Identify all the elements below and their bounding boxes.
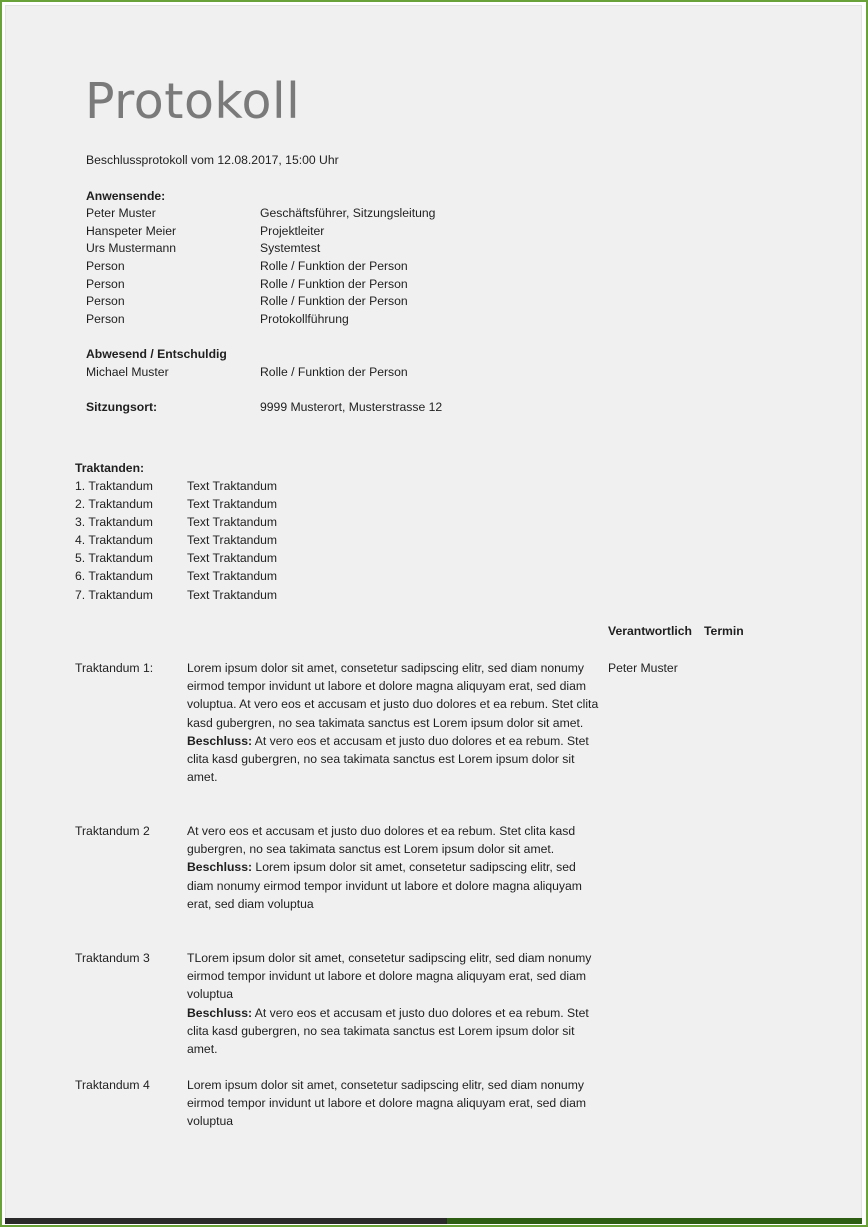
agenda-item-number: 3. Traktandum [75,515,153,529]
detail-label: Traktandum 1: [75,661,154,675]
agenda-item-text: Text Traktandum [187,588,278,602]
decision-label: Beschluss: [187,1005,253,1020]
absent-heading: Abwesend / Entschuldig [86,347,227,361]
present-role: Rolle / Funktion der Person [260,259,408,273]
agenda-item-number: 2. Traktandum [75,497,153,511]
present-name: Person [86,259,125,273]
detail-body [187,949,599,1058]
detail-responsible: Peter Muster [608,661,678,675]
location-value: 9999 Musterort, Musterstrasse 12 [260,400,443,414]
detail-text: TLorem ipsum dolor sit amet, consetetur sadipscing elitr, sed diam nonumy eirmod tempor invidunt ut labore et dolore magna aliquyam erat, sed diam voluptua [187,951,592,1002]
agenda-item-text: Text Traktandum [187,533,278,547]
present-role: Rolle / Funktion der Person [260,294,408,308]
present-role: Projektleiter [260,224,325,238]
page-title: Protokoll [85,73,301,130]
column-header-date: Termin [704,624,744,638]
agenda-item-text: Text Traktandum [187,479,278,493]
detail-text: At vero eos et accusam et justo duo dolores et ea rebum. Stet clita kasd gubergren, no sea takimata sanctus est Lorem ipsum dolor sit amet. [187,824,576,857]
detail-label: Traktandum 3 [75,951,150,965]
decision-text: At vero eos et accusam et justo duo dolores et ea rebum. Stet clita kasd gubergren, no sea takimata sanctus est Lorem ipsum dolor sit amet. [187,1005,589,1057]
present-name: Person [86,312,125,326]
column-header-responsible: Verantwortlich [608,624,692,638]
present-role: Rolle / Funktion der Person [260,277,408,291]
decision-label: Beschluss: [187,733,253,748]
agenda-item-number: 1. Traktandum [75,479,153,493]
location-label: Sitzungsort: [86,400,158,414]
agenda-item-text: Text Traktandum [187,551,278,565]
document-page [5,5,862,1220]
agenda-item-text: Text Traktandum [187,497,278,511]
detail-label: Traktandum 4 [75,1078,150,1092]
detail-text: Lorem ipsum dolor sit amet, consetetur sadipscing elitr, sed diam nonumy eirmod tempor invidunt ut labore et dolore magna aliquyam erat, sed diam voluptua [187,1078,587,1129]
absent-role: Rolle / Funktion der Person [260,365,408,379]
agenda-heading: Traktanden: [75,461,145,475]
detail-label: Traktandum 2 [75,824,150,838]
agenda-item-number: 4. Traktandum [75,533,153,547]
present-role: Geschäftsführer, Sitzungsleitung [260,206,436,220]
protocol-subtitle: Beschlussprotokoll vom 12.08.2017, 15:00 Uhr [86,153,339,167]
detail-text: Lorem ipsum dolor sit amet, consetetur sadipscing elitr, sed diam nonumy eirmod tempor invidunt ut labore et dolore magna aliquyam erat, sed diam voluptua. At vero eos et accusam et justo duo dolores et ea rebum. Stet clita kasd gubergren, no sea takimata sanctus est Lorem ipsum dolor sit amet. [187,661,599,730]
detail-body [187,1076,599,1131]
agenda-item-number: 6. Traktandum [75,569,153,583]
present-name: Urs Mustermann [86,241,177,255]
present-name: Peter Muster [86,206,156,220]
present-name: Hanspeter Meier [86,224,177,238]
detail-body [187,822,599,913]
absent-name: Michael Muster [86,365,169,379]
agenda-item-text: Text Traktandum [187,569,278,583]
present-role: Systemtest [260,241,321,255]
present-heading: Anwensende: [86,189,166,203]
decision-text: At vero eos et accusam et justo duo dolores et ea rebum. Stet clita kasd gubergren, no sea takimata sanctus est Lorem ipsum dolor sit amet. [187,733,589,785]
present-name: Person [86,294,125,308]
agenda-item-number: 7. Traktandum [75,588,153,602]
agenda-item-text: Text Traktandum [187,515,278,529]
decision-label: Beschluss: [187,860,253,875]
decision-text: Lorem ipsum dolor sit amet, consetetur sadipscing elitr, sed diam nonumy eirmod tempor invidunt ut labore et dolore magna aliquyam erat, sed diam voluptua [187,860,582,911]
present-name: Person [86,277,125,291]
page-bottom-accent [447,1218,862,1224]
detail-body [187,659,599,786]
present-role: Protokollführung [260,312,349,326]
agenda-item-number: 5. Traktandum [75,551,153,565]
